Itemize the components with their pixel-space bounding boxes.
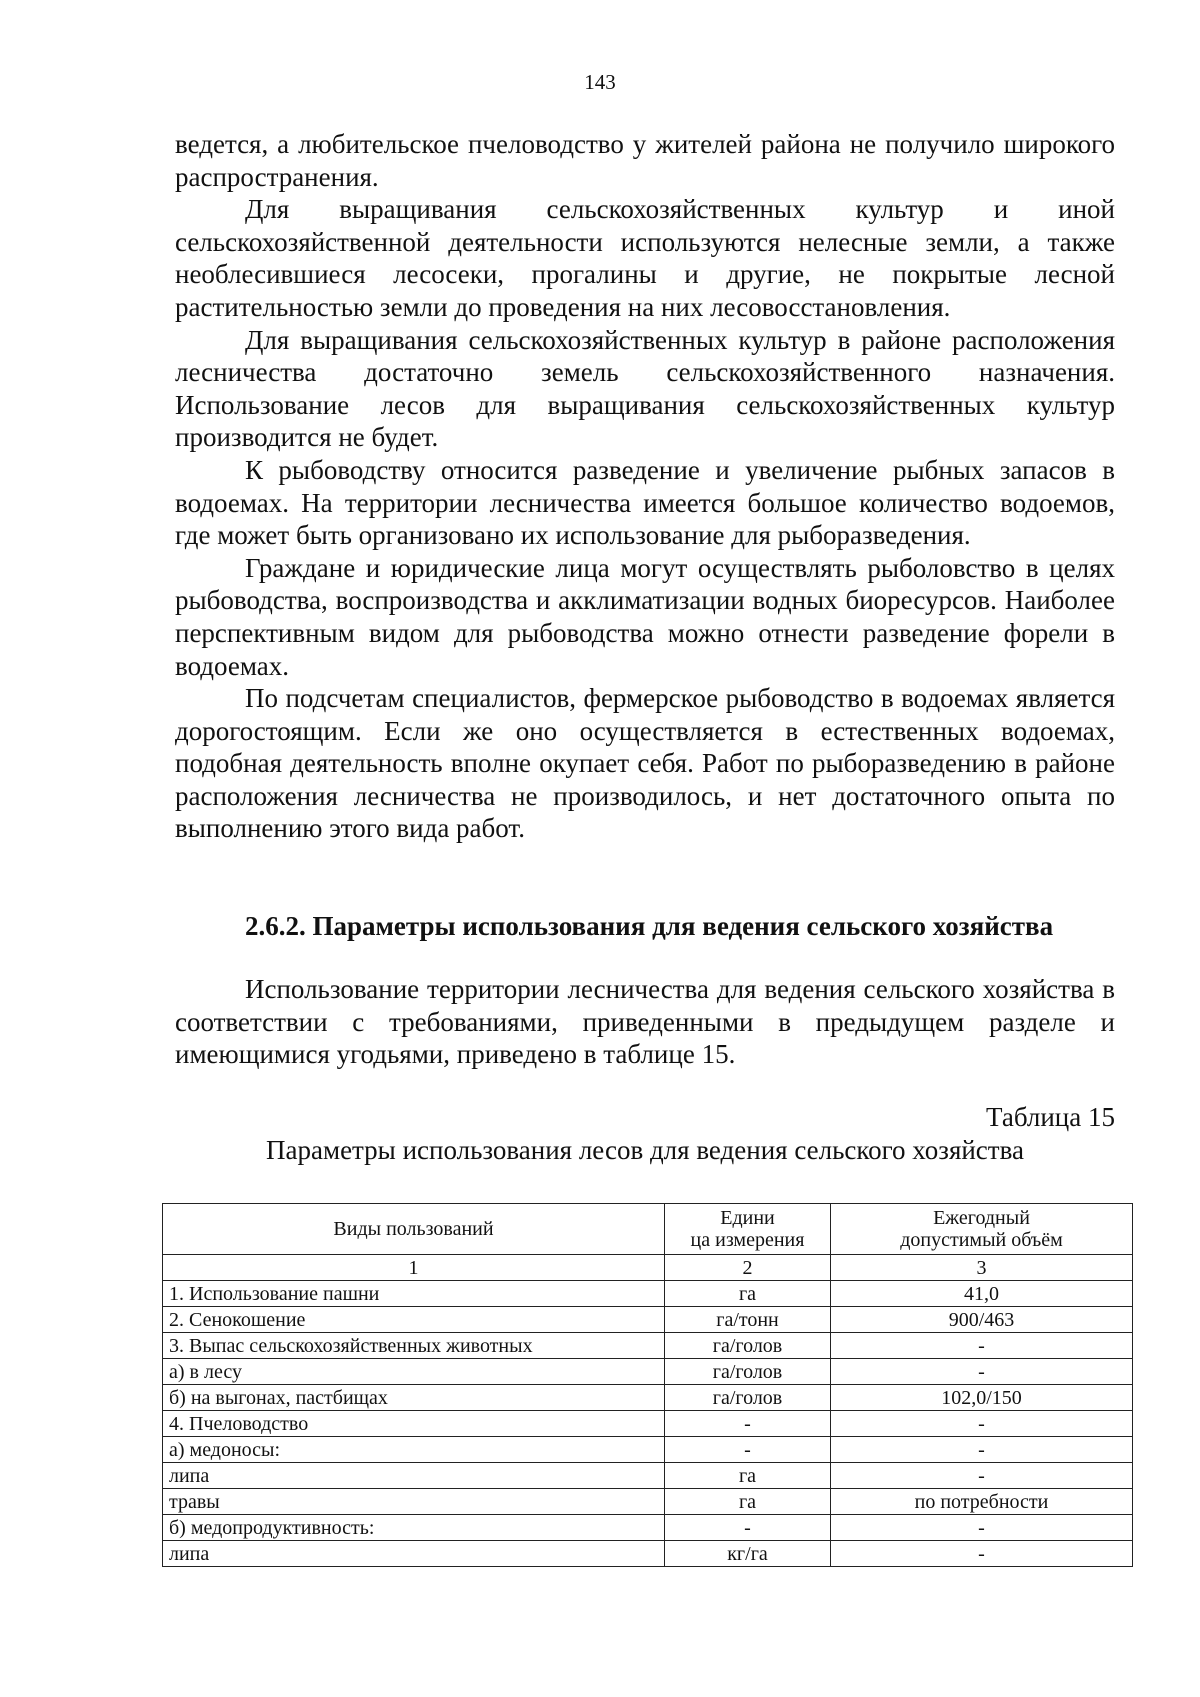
cell-volume: - — [831, 1437, 1133, 1463]
paragraph-6: По подсчетам специалистов, фермерское рыбоводство в водоемах является дорогостоящим. Если же оно осуществляется в естественных водоемах, подобная деятельность вполне окупает себя. Работ по рыборазведению в районе расположения лесничества не производилось, и нет достаточного опыта по выполнению этого вида работ. — [175, 683, 1115, 844]
cell-volume: 41,0 — [831, 1281, 1133, 1307]
cell-volume: - — [831, 1541, 1133, 1567]
paragraph-2: Для выращивания сельскохозяйственных культур и иной сельскохозяйственной деятельности используются нелесные земли, а также необлесившиеся лесосеки, прогалины и другие, не покрытые лесной растительностью земли до проведения на них лесовосстановления. — [175, 194, 1115, 322]
header-volume-line2: допустимый объём — [900, 1229, 1063, 1251]
table-row — [163, 1411, 1133, 1437]
header-unit — [665, 1204, 831, 1255]
cell-usage-type: 3. Выпас сельскохозяйственных животных — [163, 1333, 665, 1359]
cell-unit: га/голов — [665, 1333, 831, 1359]
intro-paragraph: Использование территории лесничества для ведения сельского хозяйства в соответствии с требованиями, приведенными в предыдущем разделе и имеющимися угодьями, приведено в таблице 15. — [175, 974, 1115, 1070]
cell-unit: - — [665, 1411, 831, 1437]
header-usage-type: Виды пользований — [163, 1204, 665, 1255]
intro-text — [175, 973, 1115, 1071]
params-table — [162, 1203, 1133, 1567]
table-row — [163, 1281, 1133, 1307]
table-row — [163, 1307, 1133, 1333]
paragraph-3: Для выращивания сельскохозяйственных культур в районе расположения лесничества достаточно земель сельскохозяйственного назначения. Использование лесов для выращивания сельскохозяйственных культур производится не будет. — [175, 324, 1115, 453]
table-row — [163, 1359, 1133, 1385]
cell-usage-type: б) на выгонах, пастбищах — [163, 1385, 665, 1411]
cell-usage-type: 1. Использование пашни — [163, 1281, 665, 1307]
page-number: 143 — [584, 70, 616, 94]
table-header-row — [163, 1204, 1133, 1255]
cell-unit: га/голов — [665, 1359, 831, 1385]
table-title: Параметры использования лесов для ведения сельского хозяйства — [266, 1135, 1024, 1165]
cell-unit: - — [665, 1437, 831, 1463]
cell-volume: - — [831, 1515, 1133, 1541]
cell-volume: - — [831, 1359, 1133, 1385]
header-unit-line2: ца измерения — [690, 1229, 805, 1251]
cell-volume: 102,0/150 — [831, 1385, 1133, 1411]
cell-unit: га — [665, 1489, 831, 1515]
cell-unit: га/голов — [665, 1385, 831, 1411]
table-row — [163, 1333, 1133, 1359]
paragraph-4: К рыбоводству относится разведение и увеличение рыбных запасов в водоемах. На территории лесничества имеется большое количество водоемов, где может быть организовано их использование для рыборазведения. — [175, 454, 1115, 551]
table-row — [163, 1385, 1133, 1411]
paragraph-5: Граждане и юридические лица могут осуществлять рыболовство в целях рыбоводства, воспроизводства и акклиматизации водных биоресурсов. Наиболее перспективным видом для рыбоводства можно отнести разведение форели в водоемах. — [175, 552, 1115, 681]
header-annual-volume — [831, 1204, 1133, 1255]
table-row — [163, 1541, 1133, 1567]
table-row — [163, 1515, 1133, 1541]
cell-unit: га — [665, 1463, 831, 1489]
cell-volume: - — [831, 1411, 1133, 1437]
header-volume-line1: Ежегодный — [933, 1207, 1030, 1229]
table-row — [163, 1463, 1133, 1489]
cell-volume: - — [831, 1463, 1133, 1489]
cell-unit: га — [665, 1281, 831, 1307]
cell-unit: га/тонн — [665, 1307, 831, 1333]
paragraph-1: ведется, а любительское пчеловодство у жителей района не получило широкого распространения. — [175, 129, 1115, 192]
table-row — [163, 1489, 1133, 1515]
cell-unit: - — [665, 1515, 831, 1541]
table-row — [163, 1437, 1133, 1463]
column-number: 3 — [831, 1255, 1133, 1281]
cell-volume: 900/463 — [831, 1307, 1133, 1333]
cell-usage-type: липа — [163, 1541, 665, 1567]
cell-usage-type: а) медоносы: — [163, 1437, 665, 1463]
cell-usage-type: травы — [163, 1489, 665, 1515]
cell-unit: кг/га — [665, 1541, 831, 1567]
body-text — [175, 128, 1115, 845]
cell-usage-type: 2. Сенокошение — [163, 1307, 665, 1333]
cell-usage-type: а) в лесу — [163, 1359, 665, 1385]
cell-volume: по потребности — [831, 1489, 1133, 1515]
header-unit-line1: Едини — [720, 1207, 775, 1229]
table-number: Таблица 15 — [986, 1102, 1115, 1132]
column-number: 2 — [665, 1255, 831, 1281]
cell-usage-type: 4. Пчеловодство — [163, 1411, 665, 1437]
cell-volume: - — [831, 1333, 1133, 1359]
cell-usage-type: б) медопродуктивность: — [163, 1515, 665, 1541]
section-heading: 2.6.2. Параметры использования для ведения сельского хозяйства — [245, 911, 1054, 941]
column-number-row — [163, 1255, 1133, 1281]
column-number: 1 — [163, 1255, 665, 1281]
cell-usage-type: липа — [163, 1463, 665, 1489]
